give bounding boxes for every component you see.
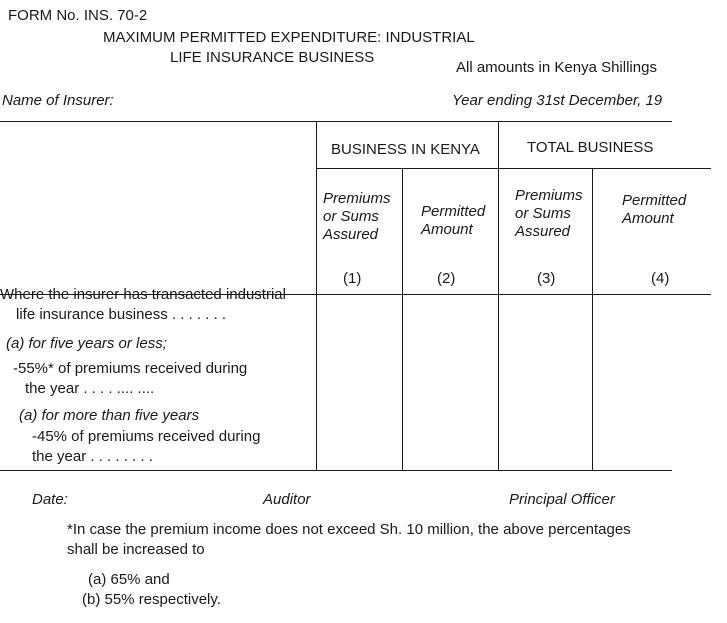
- column-header-4: Permitted Amount: [622, 192, 687, 227]
- row-a-line1: -55%* of premiums received during: [13, 360, 248, 377]
- table-top-rule: [0, 121, 672, 122]
- form-number: FORM No. INS. 70-2: [8, 7, 148, 24]
- footnote-line2: shall be increased to: [67, 541, 205, 558]
- date-label: Date:: [32, 491, 68, 508]
- column-header-2: Permitted Amount: [421, 203, 486, 238]
- group-header-kenya: BUSINESS IN KENYA: [331, 141, 480, 158]
- row-intro-line1: Where the insurer has transacted industrial: [0, 286, 286, 303]
- table-bottom-rule: [0, 470, 672, 471]
- column-divider-3: [498, 121, 499, 471]
- column-number-3: (3): [537, 270, 556, 287]
- column-number-1: (1): [343, 270, 362, 287]
- row-intro-line2: life insurance business . . . . . . .: [16, 306, 227, 323]
- column-header-3: Premiums or Sums Assured: [515, 187, 583, 240]
- auditor-label: Auditor: [263, 491, 311, 508]
- footnote-item-a: (a) 65% and: [88, 571, 170, 588]
- row-a-line2: the year . . . . .... ....: [25, 380, 155, 397]
- amounts-label: All amounts in Kenya Shillings: [456, 59, 657, 76]
- column-number-2: (2): [437, 270, 456, 287]
- column-divider-4: [592, 168, 593, 471]
- column-divider-1: [316, 121, 317, 471]
- footnote-item-b: (b) 55% respectively.: [82, 591, 221, 608]
- column-header-1: Premiums or Sums Assured: [323, 190, 391, 243]
- principal-officer-label: Principal Officer: [509, 491, 615, 508]
- year-ending-label: Year ending 31st December, 19: [452, 92, 663, 109]
- group-header-total: TOTAL BUSINESS: [527, 139, 654, 156]
- column-number-4: (4): [651, 270, 670, 287]
- form-title-line1: MAXIMUM PERMITTED EXPENDITURE: INDUSTRIAL: [103, 29, 475, 46]
- form-title-line2: LIFE INSURANCE BUSINESS: [170, 49, 375, 66]
- row-b-heading: (a) for more than five years: [19, 407, 200, 424]
- group-header-rule: [316, 168, 711, 169]
- footnote-line1: *In case the premium income does not exceed Sh. 10 million, the above percentages: [67, 521, 631, 538]
- column-divider-2: [402, 168, 403, 471]
- insurer-name-label: Name of Insurer:: [2, 92, 114, 109]
- row-b-line1: -45% of premiums received during: [32, 428, 261, 445]
- row-a-heading: (a) for five years or less;: [6, 335, 167, 352]
- row-b-line2: the year . . . . . . . .: [32, 448, 153, 465]
